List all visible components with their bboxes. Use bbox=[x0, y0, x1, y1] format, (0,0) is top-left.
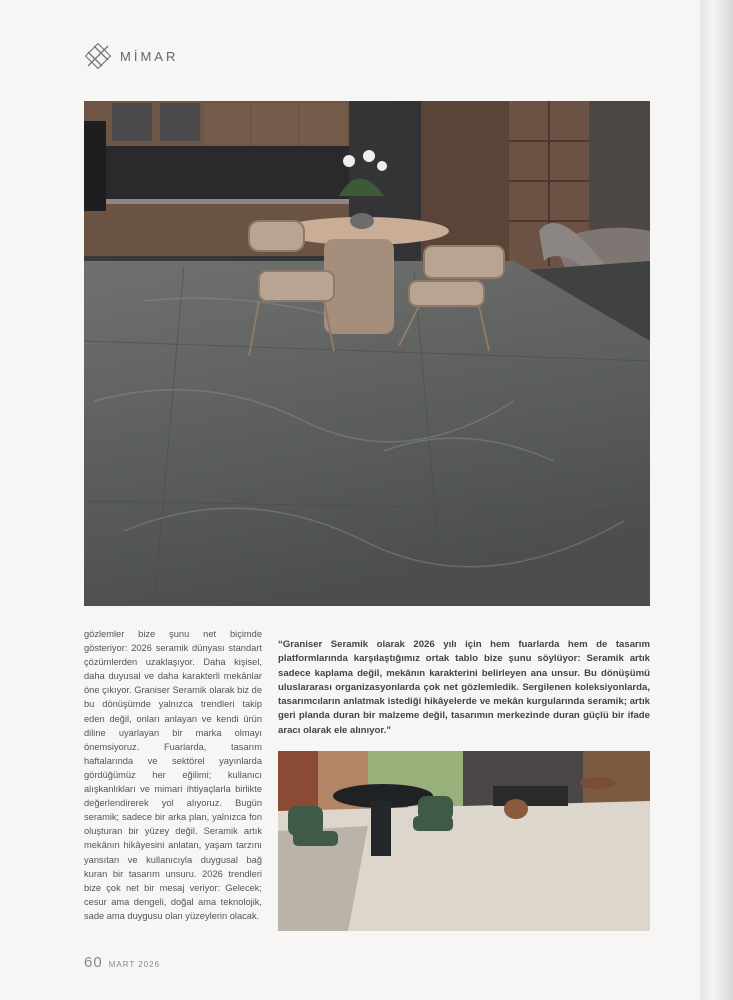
brand-name: MİMAR bbox=[120, 48, 179, 64]
secondary-interior-photo bbox=[278, 751, 650, 931]
body-paragraph: gözlemler bize şunu net biçimde gösteriyor: 2026 seramik dünyası standart çözümlerden uzaklaşıyor. Daha kişisel, daha duyusal ve daha karakterli mekânlar öne çıkıyor. Graniser Seramik olarak biz de bu dönüşümde yalnızca trendleri takip eden değil, onları anlayan ve kendi ürün diline uyarlayan bir marka olmayı önemsiyoruz. Fuarlarda, tasarım haftalarında ve sektörel yayınlarda gördüğümüz her eğilimi; kullanıcı alışkanlıkları ve mimari ihtiyaçlarla birlikte değerlendirerek yol alıyoruz. Bugün seramik; sadece bir arka plan, yalnızca fon oluşturan bir yüzey değil. Seramik artık mekânın hikâyesini anlatan, yaşam tarzını yansıtan ve kullanıcıyla duygusal bağ kuran bir tasarım unsuru. 2026 trendleri bize çok net bir mesaj veriyor: Gelecek; cesur ama dengeli, doğal ama teknolojik, sade ama duygusu olan yüzeylerin olacak. bbox=[84, 629, 262, 921]
issue-date: MART 2026 bbox=[108, 960, 161, 969]
page-footer bbox=[84, 954, 160, 971]
body-text-column bbox=[84, 627, 262, 923]
page-gutter bbox=[700, 0, 733, 1000]
pull-quote: “Graniser Seramik olarak 2026 yılı için hem fuarlarda hem de tasarım platformlarında karşılaştığımız ortak tablo bize şunu söylüyor: Seramik artık sadece kaplama değil, mekânın karakterini belirleyen ana unsur. Bu dönüşümü uluslararası organizasyonlarda çok net gözlemledik. Sergilenen koleksiyonlarda, tasarımcıların anlatmak istediği hikâyelerde ve mekân kurgularında seramik; artık geri planda duran bir malzeme değil, tasarımın merkezinde duran güçlü bir ifade aracı olarak ele alınıyor.” bbox=[278, 639, 650, 736]
hero-interior-photo bbox=[84, 101, 650, 606]
page-number: 60 bbox=[84, 954, 103, 971]
header-logo bbox=[84, 42, 178, 70]
mimar-logo-icon bbox=[84, 42, 112, 70]
